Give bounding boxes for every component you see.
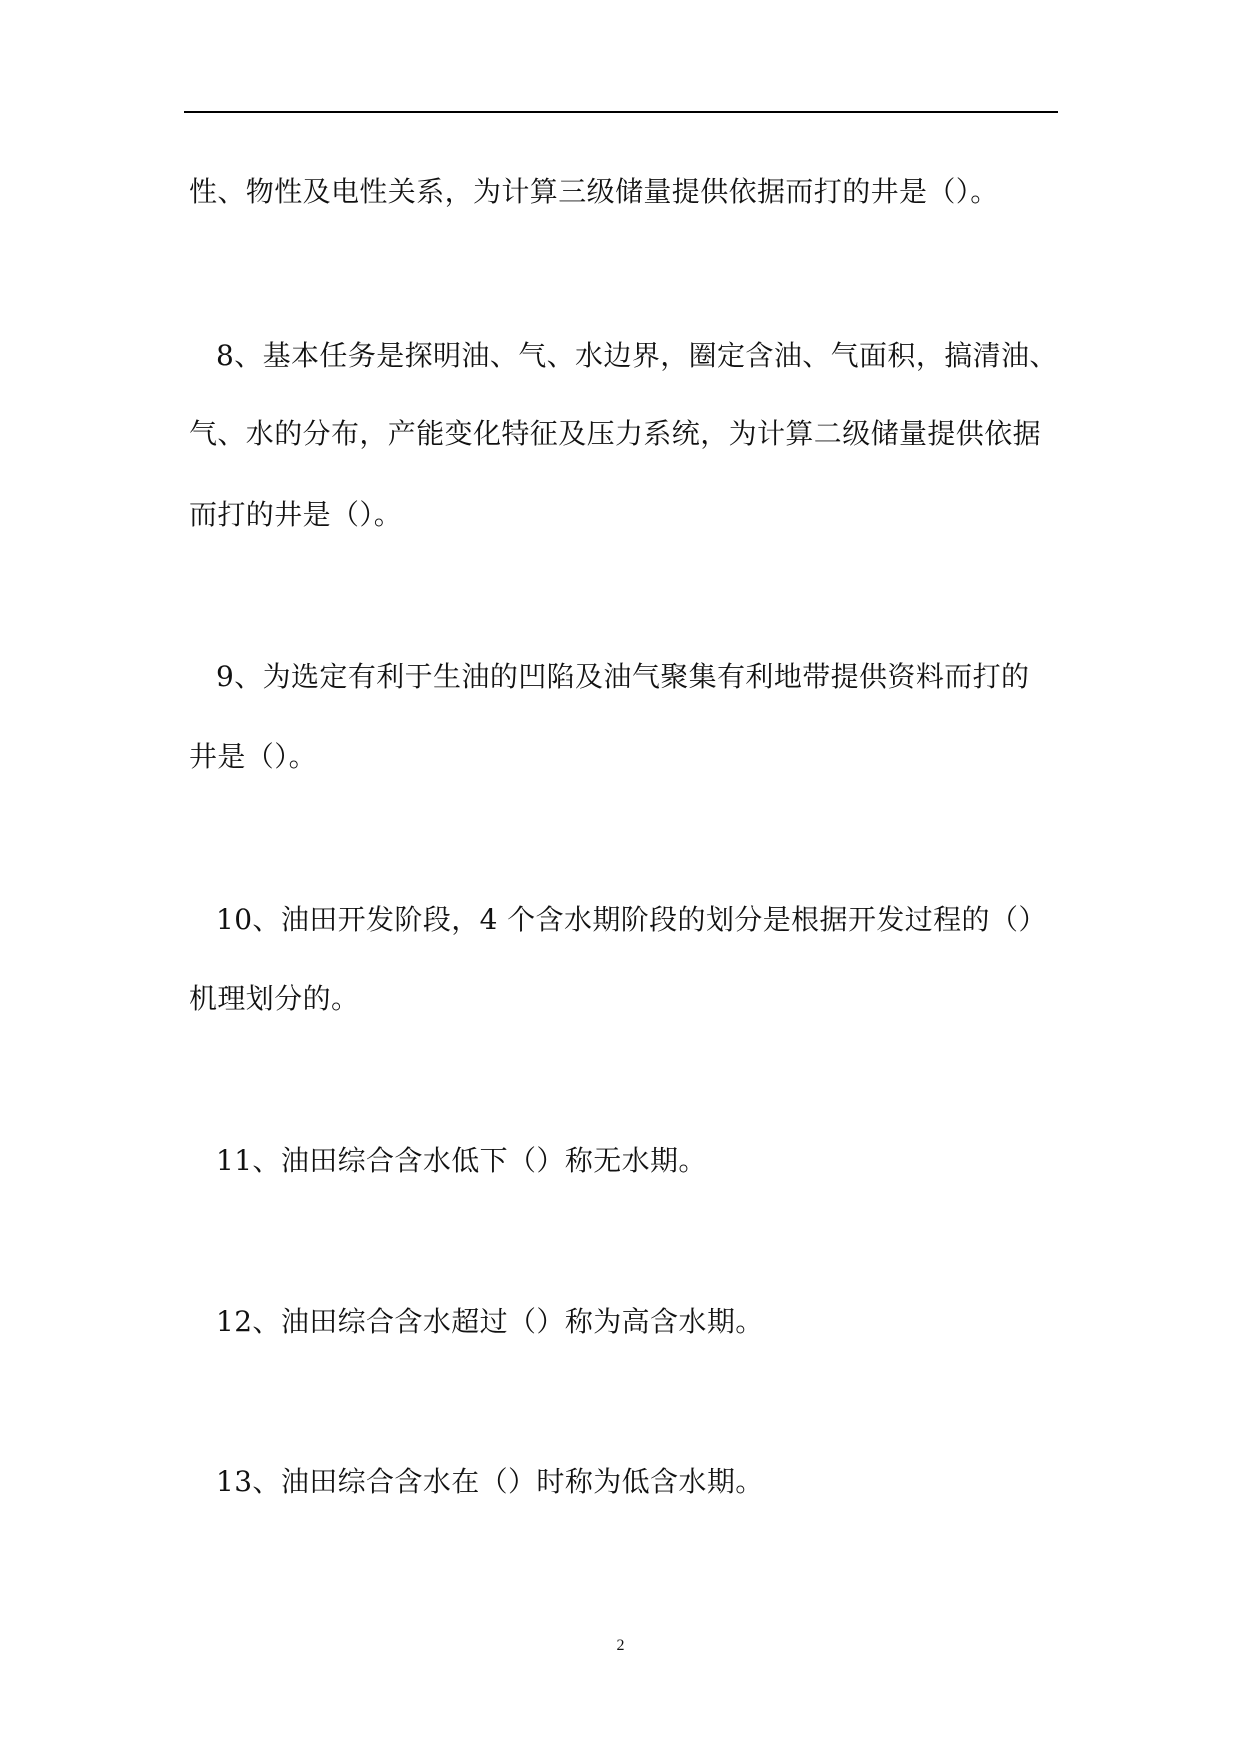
text-line-q8-2: 气、水的分布，产能变化特征及压力系统，为计算二级储量提供依据 [189, 417, 1042, 450]
text-line-q12: 12、油田综合含水超过（）称为高含水期。 [216, 1305, 764, 1338]
text-line-q8-1: 8、基本任务是探明油、气、水边界，圈定含油、气面积，搞清油、 [216, 339, 1058, 372]
text-line-q9-1: 9、为选定有利于生油的凹陷及油气聚集有利地带提供资料而打的 [216, 660, 1030, 693]
text-line-q13: 13、油田综合含水在（）时称为低含水期。 [216, 1465, 764, 1498]
text-line-q10-2: 机理划分的。 [189, 982, 360, 1015]
text-line-q9-2: 井是（）。 [189, 740, 318, 773]
header-rule [184, 111, 1058, 113]
text-line-q8-3: 而打的井是（）。 [189, 498, 403, 531]
text-line-q11: 11、油田综合含水低下（）称无水期。 [216, 1144, 707, 1177]
page-number: 2 [616, 1637, 625, 1654]
text-line-q7-end: 性、物性及电性关系，为计算三级储量提供依据而打的井是（）。 [189, 175, 999, 208]
text-line-q10-1: 10、油田开发阶段，4 个含水期阶段的划分是根据开发过程的（） [216, 903, 1047, 936]
